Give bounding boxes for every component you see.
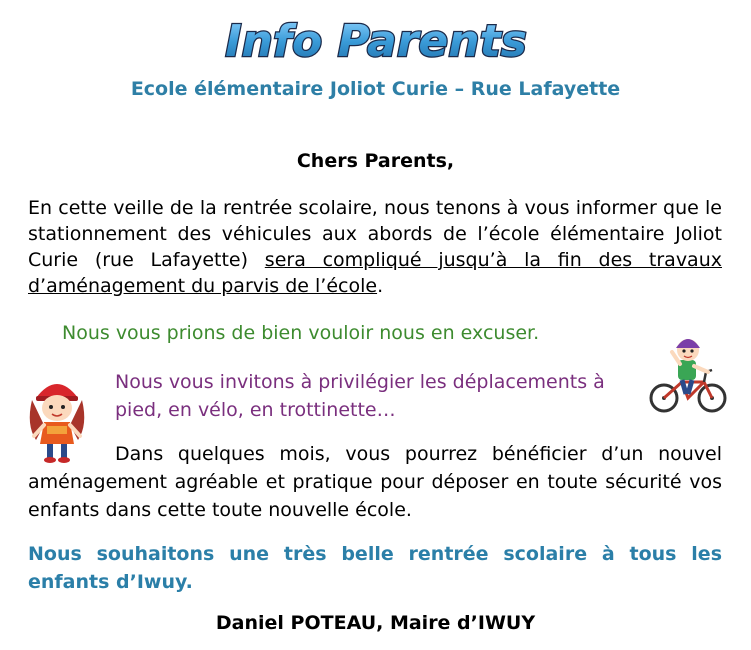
intro-text: En cette veille de la rentrée scolaire, nous tenons à vous informer que le stationnement des véhicules aux abords de l’école élémentaire Joliot Curie (rue Lafayette) bbox=[28, 197, 722, 271]
signature: Daniel POTEAU, Maire d’IWUY bbox=[215, 612, 536, 634]
logo bbox=[0, 10, 751, 70]
intro-end: . bbox=[377, 275, 384, 297]
logo-text: Info Parents bbox=[224, 16, 527, 67]
wish-paragraph: Nous souhaitons une très belle rentrée scolaire à tous les enfants d’Iwuy. bbox=[28, 543, 722, 593]
intro-paragraph bbox=[28, 195, 722, 299]
greeting: Chers Parents, bbox=[296, 150, 455, 172]
invite-paragraph: Nous vous invitons à privilégier les déplacements à pied, en vélo, en trottinette… bbox=[115, 371, 605, 421]
excuse-line: Nous vous prions de bien vouloir nous en excuser. bbox=[62, 322, 540, 344]
school-subtitle: Ecole élémentaire Joliot Curie – Rue Lafayette bbox=[130, 78, 621, 100]
future-paragraph: Dans quelques mois, vous pourrez bénéficier d’un nouvel aménagement agréable et pratique pour déposer en toute sécurité vos enfants dans cette toute nouvelle école. bbox=[28, 443, 722, 521]
intro-underlined-text: sera compliqué jusqu’à la fin des travaux d’aménagement du parvis de l’école bbox=[28, 249, 722, 297]
info-parents-logo-icon bbox=[221, 10, 531, 70]
boy-on-bike-icon bbox=[648, 330, 728, 419]
